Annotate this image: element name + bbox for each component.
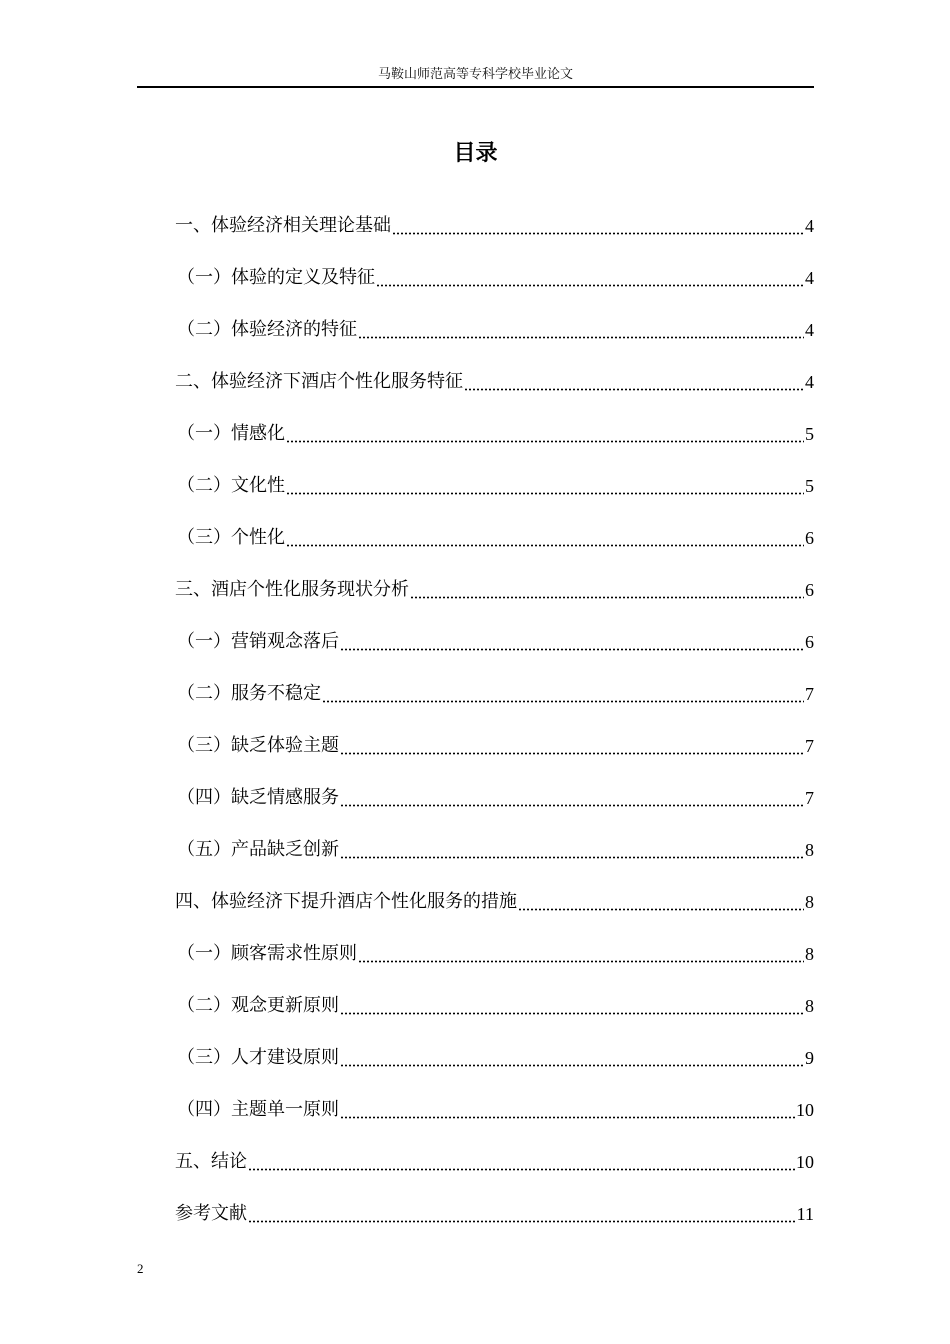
toc-dot-leader bbox=[286, 544, 804, 547]
toc-entry-label: （二）服务不稳定 bbox=[177, 683, 321, 704]
toc-entry-label: （四）缺乏情感服务 bbox=[177, 787, 339, 808]
toc-entry[interactable] bbox=[175, 1022, 814, 1074]
toc-entry[interactable] bbox=[175, 970, 814, 1022]
page-number: 2 bbox=[137, 1261, 144, 1276]
toc-entry-page: 9 bbox=[805, 1048, 814, 1068]
toc-dot-leader bbox=[464, 388, 804, 391]
toc-dot-leader bbox=[248, 1220, 796, 1223]
toc-entry-label: （三）人才建设原则 bbox=[177, 1047, 339, 1068]
toc-entry-label: （一）顾客需求性原则 bbox=[177, 943, 357, 964]
toc-entry-label: 四、体验经济下提升酒店个性化服务的措施 bbox=[175, 891, 517, 912]
toc-entry-label: （一）情感化 bbox=[177, 423, 285, 444]
toc-entry-page: 8 bbox=[805, 840, 814, 860]
toc-entry-label: 参考文献 bbox=[175, 1203, 247, 1224]
toc-entry-label: （四）主题单一原则 bbox=[177, 1099, 339, 1120]
toc-entry-label: 二、体验经济下酒店个性化服务特征 bbox=[175, 371, 463, 392]
toc-entry-page: 7 bbox=[805, 684, 814, 704]
toc-dot-leader bbox=[518, 908, 804, 911]
toc-dot-leader bbox=[322, 700, 804, 703]
toc-entry-label: （二）体验经济的特征 bbox=[177, 319, 357, 340]
toc-entry-label: （三）缺乏体验主题 bbox=[177, 735, 339, 756]
toc-entry-label: 三、酒店个性化服务现状分析 bbox=[175, 579, 409, 600]
header-divider bbox=[137, 86, 814, 88]
toc-entry-page: 5 bbox=[805, 424, 814, 444]
toc-list bbox=[175, 190, 814, 1230]
toc-entry[interactable] bbox=[175, 450, 814, 502]
toc-entry-page: 6 bbox=[805, 528, 814, 548]
toc-entry-page: 7 bbox=[805, 736, 814, 756]
toc-entry-page: 5 bbox=[805, 476, 814, 496]
toc-entry[interactable] bbox=[175, 814, 814, 866]
toc-entry-label: 一、体验经济相关理论基础 bbox=[175, 215, 391, 236]
toc-entry-page: 10 bbox=[796, 1100, 814, 1120]
toc-entry-page: 6 bbox=[805, 632, 814, 652]
toc-entry-page: 11 bbox=[796, 1204, 814, 1224]
toc-entry-page: 4 bbox=[805, 320, 814, 340]
toc-dot-leader bbox=[340, 1012, 804, 1015]
toc-entry-page: 8 bbox=[805, 892, 814, 912]
toc-dot-leader bbox=[410, 596, 804, 599]
toc-entry-page: 8 bbox=[805, 944, 814, 964]
toc-entry[interactable] bbox=[175, 502, 814, 554]
toc-entry[interactable] bbox=[175, 190, 814, 242]
toc-entry-label: （五）产品缺乏创新 bbox=[177, 839, 339, 860]
toc-dot-leader bbox=[340, 648, 804, 651]
toc-entry-page: 6 bbox=[805, 580, 814, 600]
toc-entry[interactable] bbox=[175, 866, 814, 918]
toc-entry-label: 五、结论 bbox=[175, 1151, 247, 1172]
toc-dot-leader bbox=[286, 492, 804, 495]
toc-entry-page: 7 bbox=[805, 788, 814, 808]
toc-entry-page: 8 bbox=[805, 996, 814, 1016]
page-header-title: 马鞍山师范高等专科学校毕业论文 bbox=[377, 67, 573, 82]
toc-dot-leader bbox=[340, 856, 804, 859]
toc-entry[interactable] bbox=[175, 710, 814, 762]
toc-entry-label: （三）个性化 bbox=[177, 527, 285, 548]
toc-dot-leader bbox=[248, 1168, 795, 1171]
toc-entry[interactable] bbox=[175, 242, 814, 294]
toc-entry[interactable] bbox=[175, 918, 814, 970]
toc-entry[interactable] bbox=[175, 346, 814, 398]
toc-entry-page: 4 bbox=[805, 268, 814, 288]
toc-entry[interactable] bbox=[175, 398, 814, 450]
toc-entry-page: 4 bbox=[805, 216, 814, 236]
toc-entry-label: （二）文化性 bbox=[177, 475, 285, 496]
toc-dot-leader bbox=[340, 752, 804, 755]
toc-dot-leader bbox=[358, 960, 804, 963]
toc-title: 目录 bbox=[453, 141, 498, 166]
toc-entry[interactable] bbox=[175, 658, 814, 710]
toc-entry[interactable] bbox=[175, 1126, 814, 1178]
toc-dot-leader bbox=[340, 1064, 804, 1067]
toc-entry-label: （一）体验的定义及特征 bbox=[177, 267, 375, 288]
toc-entry[interactable] bbox=[175, 762, 814, 814]
toc-entry-label: （一）营销观念落后 bbox=[177, 631, 339, 652]
toc-entry-page: 10 bbox=[796, 1152, 814, 1172]
toc-dot-leader bbox=[358, 336, 804, 339]
toc-dot-leader bbox=[340, 1116, 795, 1119]
toc-entry[interactable] bbox=[175, 1074, 814, 1126]
toc-entry[interactable] bbox=[175, 554, 814, 606]
toc-entry-page: 4 bbox=[805, 372, 814, 392]
toc-entry[interactable] bbox=[175, 606, 814, 658]
toc-entry[interactable] bbox=[175, 1178, 814, 1230]
toc-dot-leader bbox=[392, 232, 804, 235]
toc-dot-leader bbox=[340, 804, 804, 807]
toc-dot-leader bbox=[376, 284, 804, 287]
toc-entry[interactable] bbox=[175, 294, 814, 346]
toc-dot-leader bbox=[286, 440, 804, 443]
toc-entry-label: （二）观念更新原则 bbox=[177, 995, 339, 1016]
